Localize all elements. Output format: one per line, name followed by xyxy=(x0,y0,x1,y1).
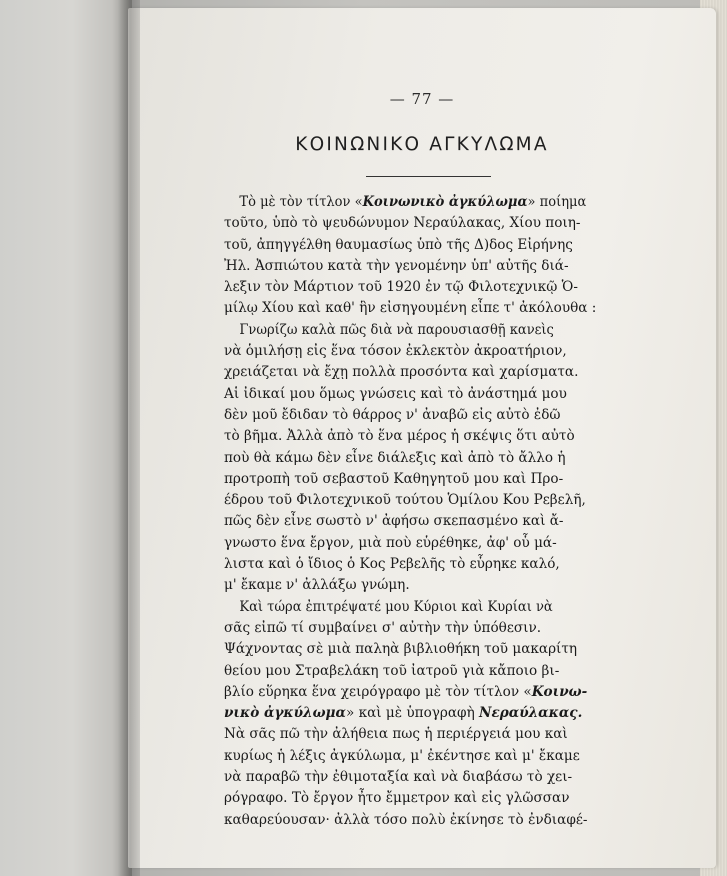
text-line xyxy=(224,618,624,639)
text-segment: γνωστο ἕνα ἔργον, μιὰ ποὺ εὑρέθηκε, ἀφ' οὗ μά- xyxy=(224,534,557,551)
text-line xyxy=(224,703,624,724)
text-segment: Γνωρίζω καλὰ πῶς διὰ νὰ παρουσιασθῇ κανεὶς xyxy=(239,321,554,338)
page-number: — 77 — xyxy=(389,90,455,108)
text-line xyxy=(224,320,608,341)
text-segment: Τὸ μὲ τὸν τίτλον « xyxy=(239,194,363,210)
text-line xyxy=(224,724,624,745)
text-segment: νὰ ὁμιλήσῃ εἰς ἕνα τόσον ἐκλεκτὸν ἀκροατήριον, xyxy=(224,343,567,360)
emphasis-text: Κοινω- xyxy=(531,683,588,700)
text-line xyxy=(224,448,624,469)
text-segment: πῶς δὲν εἶνε σωστὸ ν' ἀφήσω σκεπασμένο καὶ ἄ- xyxy=(224,513,564,530)
text-segment: έδρου τοῦ Φιλοτεχνικοῦ τούτου Ὁμίλου Κου Ρεβελῆ, xyxy=(224,492,586,509)
text-segment: Ἠλ. Ἀσπιώτου κατὰ τὴν γενομένην ὑπ' αὐτῆς διά- xyxy=(224,257,569,274)
text-segment: μ' ἔκαμε ν' ἀλλάξω γνώμη. xyxy=(224,577,410,594)
text-segment: θείου μου Στραβελάκη τοῦ ἰατροῦ γιὰ κἄποιο βι- xyxy=(224,662,560,679)
text-segment: καθαρεύουσαν· ἀλλὰ τόσο πολὺ ἐκίνησε τὸ ἐνδιαφέ- xyxy=(224,811,588,828)
text-line xyxy=(224,341,624,362)
text-line xyxy=(224,384,624,405)
text-line xyxy=(224,746,624,767)
emphasis-text: νικὸ ἀγκύλωμα xyxy=(224,705,346,722)
text-segment: λιστα καὶ ὁ ἴδιος ὁ Κος Ρεβελῆς τὸ εὗρηκε καλό, xyxy=(224,556,560,573)
text-segment: τοῦτο, ὑπὸ τὸ ψευδώνυμον Νεραύλακας, Χίου ποιη- xyxy=(224,215,581,232)
right-page xyxy=(128,8,716,868)
text-line xyxy=(224,192,608,213)
text-segment: προτροπὴ τοῦ σεβαστοῦ Καθηγητοῦ μου καὶ Προ- xyxy=(224,470,564,487)
gutter-shadow xyxy=(118,0,140,876)
text-line xyxy=(224,682,624,703)
text-segment: Καὶ τώρα ἐπιτρέψατέ μου Κύριοι καὶ Κυρίαι νὰ xyxy=(239,598,553,615)
text-segment: μίλῳ Χίου καὶ καθ' ἣν εἰσηγουμένη εἶπε τ' ἀκόλουθα : xyxy=(224,300,597,317)
text-segment: » καὶ μὲ ὑπογραφὴ xyxy=(345,705,480,722)
text-line xyxy=(224,405,624,426)
text-segment: τὸ βῆμα. Ἀλλὰ ἀπὸ τὸ ἕνα μέρος ἡ σκέψις ὅτι αὐτὸ xyxy=(224,428,575,445)
text-line xyxy=(224,661,624,682)
text-segment: χρειάζεται νὰ ἔχῃ πολλὰ προσόντα καὶ χαρίσματα. xyxy=(224,364,579,381)
text-line xyxy=(224,639,624,660)
text-line xyxy=(224,426,624,447)
body-text xyxy=(224,192,624,831)
title-divider xyxy=(366,176,491,177)
text-line xyxy=(224,810,624,831)
page-title: ΚΟΙΝΩΝΙΚΟ ΑΓΚΥΛΩΜΑ xyxy=(295,134,549,155)
emphasis-text: Νεραύλακας. xyxy=(479,705,583,722)
text-line xyxy=(224,362,624,383)
text-segment: λεξιν τὸν Μάρτιον τοῦ 1920 ἐν τῷ Φιλοτεχνικῷ Ὁ- xyxy=(224,279,578,296)
text-line xyxy=(224,767,624,788)
left-page xyxy=(0,0,132,876)
text-line xyxy=(224,788,624,809)
text-segment: Νὰ σᾶς πῶ τὴν ἀλήθεια πως ἡ περιέργειά μου καὶ xyxy=(224,726,568,743)
text-segment: σᾶς εἰπῶ τί συμβαίνει σ' αὐτὴν τὴν ὑπόθεσιν. xyxy=(224,619,542,636)
text-segment: Αἱ ἰδικαί μου ὅμως γνώσεις καὶ τὸ ἀνάστημά μου xyxy=(224,385,567,402)
text-line xyxy=(224,469,624,490)
text-segment: ποὺ θὰ κάμω δὲν εἶνε διάλεξις καὶ ἀπὸ τὸ ἄλλο ἡ xyxy=(224,449,566,466)
emphasis-text: Κοινωνικὸ ἀγκύλωμα xyxy=(362,194,528,210)
text-line xyxy=(224,554,624,575)
text-line xyxy=(224,277,624,298)
text-segment: δὲν μοῦ ἔδιδαν τὸ θάρρος ν' ἀναβῶ εἰς αὐτὸ ἐδῶ xyxy=(224,406,561,423)
text-segment: τοῦ, ἀπηγγέλθη θαυμασίως ὑπὸ τῆς Δ)δος Εἰρήνης xyxy=(224,236,573,253)
text-line xyxy=(224,235,624,256)
text-line xyxy=(224,298,624,319)
text-segment: κυρίως ἡ λέξις ἀγκύλωμα, μ' ἐκέντησε καὶ μ' ἔκαμε xyxy=(224,747,580,764)
text-line xyxy=(224,490,624,511)
text-line xyxy=(224,575,624,596)
text-segment: » ποίημα xyxy=(527,194,587,210)
text-segment: νὰ παραβῶ τὴν ἐθιμοταξία καὶ νὰ διαβάσω τὸ χει- xyxy=(224,769,573,786)
text-line xyxy=(224,533,624,554)
text-segment: Ψάχνοντας σὲ μιὰ παληὰ βιβλιοθήκη τοῦ μακαρίτη xyxy=(224,641,578,658)
text-line xyxy=(224,597,608,618)
text-line xyxy=(224,213,624,234)
text-segment: ρόγραφο. Τὸ ἔργον ἦτο ἔμμετρον καὶ εἰς γλῶσσαν xyxy=(224,790,570,807)
text-line xyxy=(224,511,624,532)
text-line xyxy=(224,256,624,277)
text-segment: βλίο εὕρηκα ἕνα χειρόγραφο μὲ τὸν τίτλον « xyxy=(224,683,532,700)
